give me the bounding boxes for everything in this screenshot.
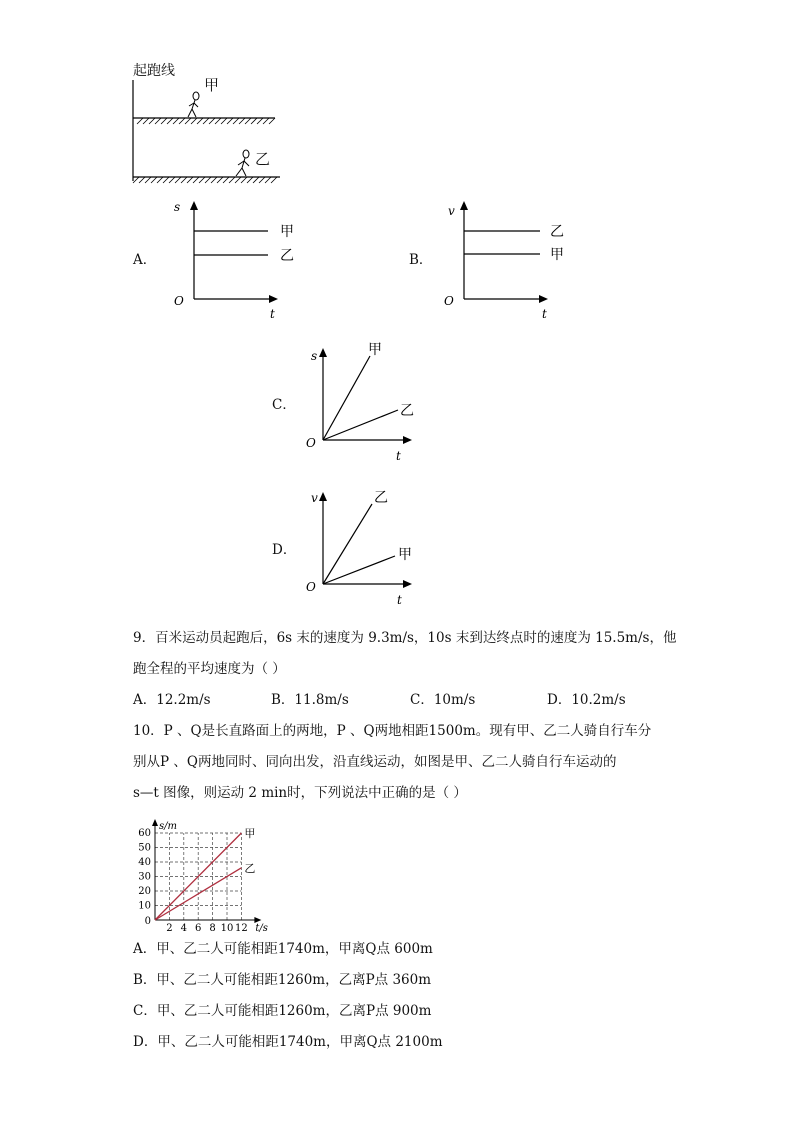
y-tick-label: 20 (138, 886, 151, 897)
option-c-key[interactable]: C． (272, 397, 296, 413)
origin-label: O (306, 436, 316, 450)
q10-option-d[interactable]: D．甲、乙二人可能相距1740m，甲离Q点 2100m (133, 1034, 443, 1050)
q10-text-line2: 别从P 、Q两地同时、同向出发，沿直线运动，如图是甲、乙二人骑自行车运动的 (133, 754, 617, 770)
axis-label-x: t (542, 307, 547, 321)
origin-label: 0 (144, 916, 151, 927)
runner-b-label: 乙 (255, 150, 271, 168)
origin-label: O (444, 294, 454, 308)
runner-b-icon (236, 150, 249, 176)
q9-option-d[interactable]: D．10.2m/s (547, 692, 626, 708)
y-tick-label: 30 (138, 871, 151, 883)
y-tick-label: 10 (138, 900, 151, 912)
q9-option-c[interactable]: C．10m/s (410, 692, 476, 708)
option-d-key[interactable]: D． (272, 542, 297, 558)
y-tick-label: 40 (138, 857, 151, 868)
series-label: 甲 (244, 827, 256, 840)
option-b-key[interactable]: B． (409, 252, 433, 268)
line-label-upper: 甲 (280, 224, 294, 240)
y-axis-label: s/m (159, 821, 177, 832)
line-label-shallow: 乙 (400, 403, 414, 419)
runner-a-label: 甲 (204, 76, 220, 94)
y-tick-label: 50 (138, 842, 151, 854)
series-label: 乙 (244, 861, 256, 875)
q9-option-a[interactable]: A．12.2m/s (133, 692, 211, 708)
q9-option-b[interactable]: B．11.8m/s (271, 692, 349, 708)
line-label-lower: 甲 (550, 247, 564, 263)
q10-option-b[interactable]: B．甲、乙二人可能相距1260m，乙离P点 360m (133, 972, 432, 988)
line-d-steep (323, 504, 372, 584)
y-tick-label: 60 (138, 828, 151, 839)
runner-a-icon (188, 92, 199, 117)
axis-label-y: s (174, 200, 181, 214)
line-c-shallow (323, 410, 398, 440)
origin-label: O (174, 294, 184, 308)
q9-text-line2: 跑全程的平均速度为（ ） (133, 661, 286, 677)
q10-option-a[interactable]: A．甲、乙二人可能相距1740m，甲离Q点 600m (133, 941, 433, 957)
start-line-label: 起跑线 (133, 63, 175, 79)
line-label-upper: 乙 (550, 224, 564, 240)
axis-label-x: t (270, 307, 275, 321)
option-a-key[interactable]: A． (133, 252, 157, 268)
axis-label-y: v (448, 204, 455, 218)
line-label-shallow: 甲 (398, 547, 412, 563)
q9-text-line1: 9．百米运动员起跑后，6s 末的速度为 9.3m/s，10s 末到达终点时的速度为 15.5m/s，他 (133, 630, 677, 646)
x-tick-label: 6 (195, 923, 202, 932)
x-tick-label: 4 (180, 923, 187, 932)
line-d-shallow (323, 556, 395, 584)
line-label-steep: 乙 (374, 490, 388, 506)
x-axis-label: t/s (255, 923, 268, 932)
x-tick-label: 8 (209, 923, 216, 932)
graph-option-b (440, 195, 580, 325)
axis-label-y: s (311, 349, 318, 363)
line-label-lower: 乙 (280, 248, 294, 264)
q10-text-line3: s—t 图像，则运动 2 min时，下列说法中正确的是（ ） (133, 785, 467, 801)
line-c-steep (323, 356, 370, 440)
x-tick-label: 10 (220, 923, 234, 932)
q10-option-c[interactable]: C．甲、乙二人可能相距1260m，乙离P点 900m (133, 1003, 432, 1019)
axis-label-x: t (396, 449, 401, 463)
axis-label-y: v (311, 491, 318, 505)
origin-label: O (306, 580, 316, 594)
y-axis-arrow (152, 819, 158, 826)
x-tick-label: 2 (166, 923, 173, 932)
axis-label-x: t (397, 593, 402, 607)
x-tick-label: 12 (235, 923, 248, 932)
graph-option-c (303, 338, 433, 468)
graph-option-a (170, 195, 300, 325)
graph-option-d (303, 480, 433, 610)
line-label-steep: 甲 (368, 342, 382, 358)
q10-text-line1: 10．P 、Q是长直路面上的两地，P 、Q两地相距1500m。现有甲、乙二人骑自行车分 (133, 723, 652, 739)
st-chart (128, 812, 278, 932)
